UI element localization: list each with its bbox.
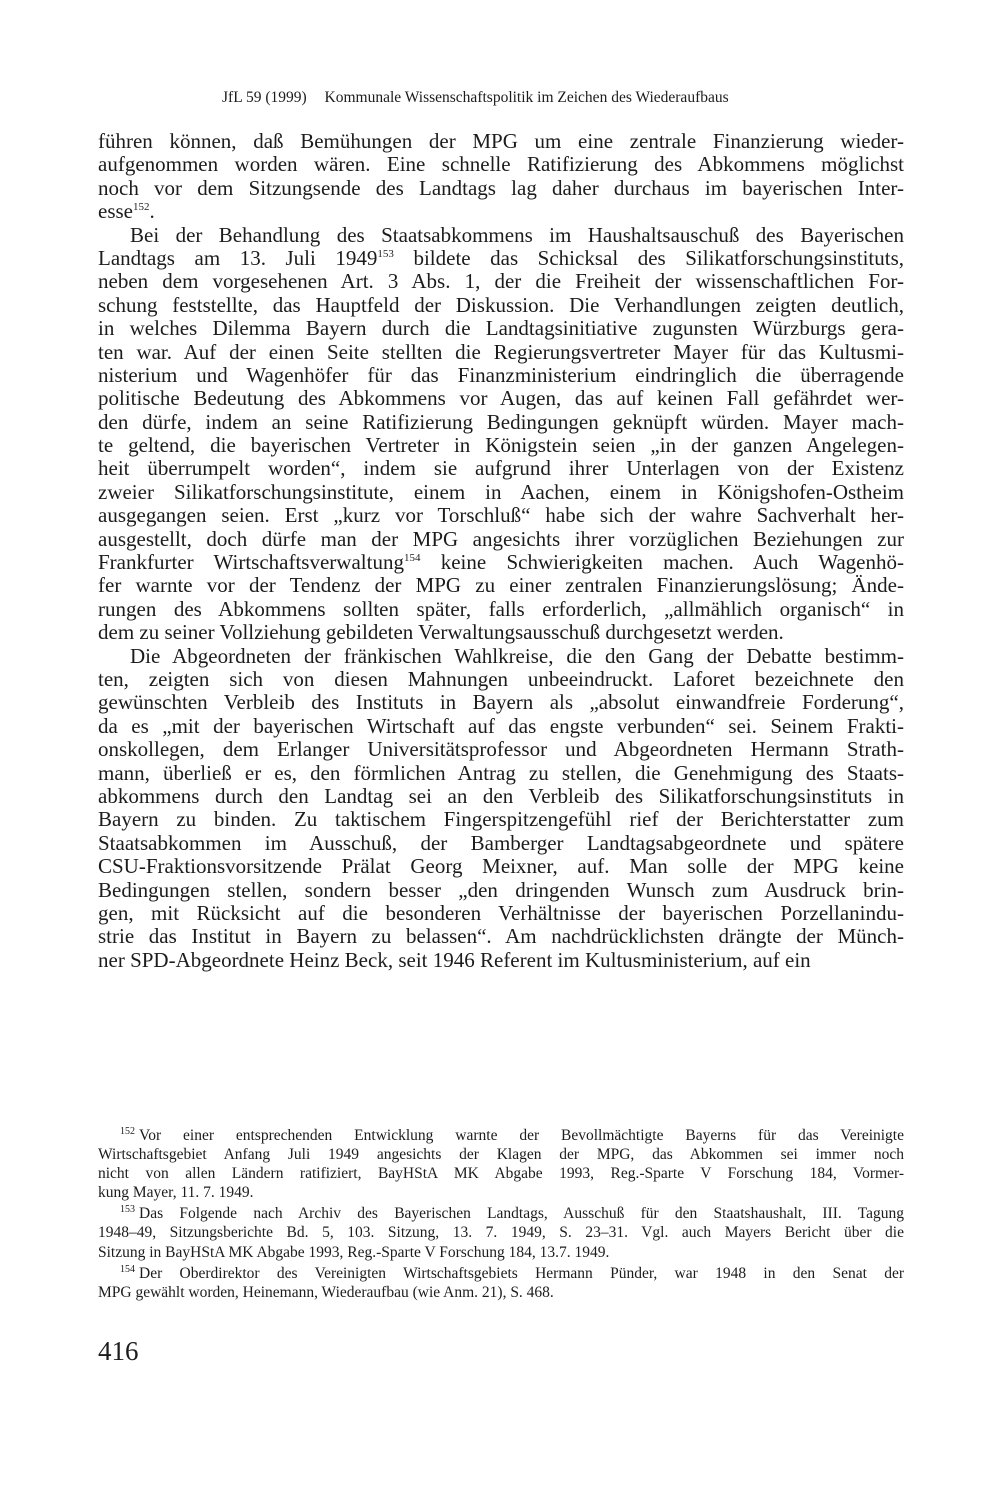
running-title: Kommunale Wissenschaftspolitik im Zeichen des Wiederaufbaus — [324, 89, 729, 106]
text-line: neben dem vorgesehenen Art. 3 Abs. 1, der die Freiheit der wissenschaftlichen For- — [98, 269, 904, 294]
paragraph — [98, 645, 904, 972]
footnote-line: MPG gewählt worden, Heinemann, Wiederaufbau (wie Anm. 21), S. 468. — [98, 1283, 554, 1301]
paragraph — [98, 130, 904, 224]
text-line: te geltend, die bayerischen Vertreter in Königstein seien „in der ganzen Angelegen- — [98, 433, 904, 458]
text-line: Bedingungen stellen, sondern besser „den dringenden Wunsch zum Ausdruck brin- — [98, 877, 904, 902]
text-line: ten, zeigten sich von diesen Mahnungen unbeeindruckt. Laforet bezeichnete den — [98, 666, 904, 691]
footnote-ref: 154 — [403, 552, 421, 565]
footnote-line: $^{154}$ Der Oberdirektor des Vereinigten Wirtschaftsgebiets Hermann Pünder, war 1948 in den Senat der — [120, 1263, 904, 1282]
footnote-ref: 153 — [377, 247, 394, 260]
text-line: rungen des Abkommens sollten später, falls erforderlich, „allmählich organisch“ in — [98, 596, 904, 621]
text-line: gen, mit Rücksicht auf die besonderen Verhältnisse der bayerischen Porzellanindu- — [98, 900, 904, 925]
footnote-line: nicht von allen Ländern ratifiziert, BayHStA MK Abgabe 1993, Reg.-Sparte V Forschung 184, Vormer- — [98, 1165, 904, 1183]
footnote — [98, 1264, 904, 1302]
text-line: Die Abgeordneten der fränkischen Wahlkreise, die den Gang der Debatte bestimm- — [130, 643, 904, 668]
text-line: abkommens durch den Landtag sei an den Verbleib des Silikatforschungsinstituts in — [98, 783, 904, 808]
footnote-line: $^{152}$ Vor einer entsprechenden Entwicklung warnte der Bevollmächtigte Bayerns für das Vereinigte — [120, 1126, 904, 1144]
text-line: onskollegen, dem Erlanger Universitätsprofessor und Abgeordneten Hermann Strath- — [98, 737, 904, 762]
text-line: Frankfurter Wirtschaftsverwaltung$^{154}$ keine Schwierigkeiten machen. Auch Wagenhö- — [98, 550, 904, 575]
text-line: noch vor dem Sitzungsende des Landtags lag daher durchaus im bayerischen Inter- — [98, 175, 904, 200]
footnote-line: kung Mayer, 11. 7. 1949. — [98, 1184, 254, 1202]
text-line: aufgenommen worden wären. Eine schnelle Ratifizierung des Abkommens möglichst — [98, 152, 904, 177]
text-line: ausgegangen seien. Erst „kurz vor Torschluß“ habe sich der wahre Sachverhalt her- — [98, 503, 904, 528]
text-line: mann, überließ er es, den förmlichen Antrag zu stellen, die Genehmigung des Staats- — [98, 760, 904, 785]
footnote — [98, 1126, 904, 1202]
footnote-line: Wirtschaftsgebiet Anfang Juli 1949 angesichts der Klagen der MPG, das Abkommen sei immer noch — [98, 1146, 904, 1164]
footnotes — [98, 1126, 904, 1304]
footnote-line: $^{153}$ Das Folgende nach Archiv des Bayerischen Landtags, Ausschuß für den Staatshaushalt, III. Tagung — [120, 1204, 904, 1223]
text-line: Landtags am 13. Juli 1949$^{153}$ bildete das Schicksal des Silikatforschungsinstituts, — [98, 245, 904, 270]
text-line: ausgestellt, doch dürfe man der MPG angesichts ihrer vorzüglichen Beziehungen zur — [98, 526, 904, 551]
text-line: schung feststellte, das Hauptfeld der Diskussion. Die Verhandlungen zeigten deutlich, — [98, 292, 904, 317]
text-line: esse$^{152}$. — [98, 199, 155, 224]
page-number: 416 — [98, 1336, 139, 1366]
text-line: Staatsabkommen im Ausschuß, der Bamberger Landtagsabgeordnete und spätere — [98, 830, 904, 855]
journal-citation: JfL 59 (1999) — [222, 89, 307, 106]
text-line: nisterium und Wagenhöfer für das Finanzministerium eindringlich die überragende — [98, 362, 904, 387]
paragraph — [98, 224, 904, 645]
text-line: gewünschten Verbleib des Instituts in Bayern als „absolut einwandfreie Forderung“, — [98, 690, 904, 715]
text-line: da es „mit der bayerischen Wirtschaft auf das engste verbunden“ sei. Seinem Frakti- — [98, 713, 904, 738]
text-line: ten war. Auf der einen Seite stellten die Regierungsvertreter Mayer für das Kultusmi- — [98, 339, 904, 364]
footnote-number: 153 — [120, 1204, 135, 1216]
text-line: den dürfe, indem an seine Ratifizierung Bedingungen geknüpft würden. Mayer mach- — [98, 409, 904, 434]
footnote-line: 1948–49, Sitzungsberichte Bd. 5, 103. Sitzung, 13. 7. 1949, S. 23–31. Vgl. auch Mayers Bericht über die — [98, 1224, 904, 1242]
text-line: strie das Institut in Bayern zu belassen“. Am nachdrücklichsten drängte der Münch- — [98, 924, 904, 949]
text-line: in welches Dilemma Bayern durch die Landtagsinitiative zugunsten Würzburgs gera- — [98, 316, 904, 341]
footnote-number: 152 — [120, 1126, 135, 1137]
footnote-ref: 152 — [133, 201, 150, 214]
text-line: Bei der Behandlung des Staatsabkommens im Haushaltsauschuß des Bayerischen — [130, 222, 904, 247]
text-line: politische Bedeutung des Abkommens vor Augen, das auf keinen Fall gefährdet wer- — [98, 386, 904, 411]
running-header — [222, 88, 822, 108]
text-line: ner SPD-Abgeordnete Heinz Beck, seit 1946 Referent im Kultusministerium, auf ein — [98, 947, 811, 972]
text-line: führen können, daß Bemühungen der MPG um eine zentrale Finanzierung wieder- — [98, 129, 904, 153]
text-line: heit überrumpelt worden“, indem sie aufgrund ihrer Unterlagen von der Existenz — [98, 456, 904, 481]
text-line: zweier Silikatforschungsinstitute, einem in Aachen, einem in Königshofen-Ostheim — [98, 479, 904, 504]
body-text — [98, 130, 904, 972]
footnote-number: 154 — [120, 1263, 135, 1275]
text-line: fer warnte vor der Tendenz der MPG zu einer zentralen Finanzierungslösung; Ände- — [98, 573, 904, 598]
text-line: Bayern zu binden. Zu taktischem Fingerspitzengefühl rief der Berichterstatter zum — [98, 807, 904, 832]
text-line: CSU-Fraktionsvorsitzende Prälat Georg Meixner, auf. Man solle der MPG keine — [98, 854, 904, 879]
text-line: dem zu seiner Vollziehung gebildeten Verwaltungsausschuß durchgesetzt werden. — [98, 620, 784, 645]
footnote — [98, 1204, 904, 1261]
footnote-line: Sitzung in BayHStA MK Abgabe 1993, Reg.-Sparte V Forschung 184, 13.7. 1949. — [98, 1243, 610, 1261]
